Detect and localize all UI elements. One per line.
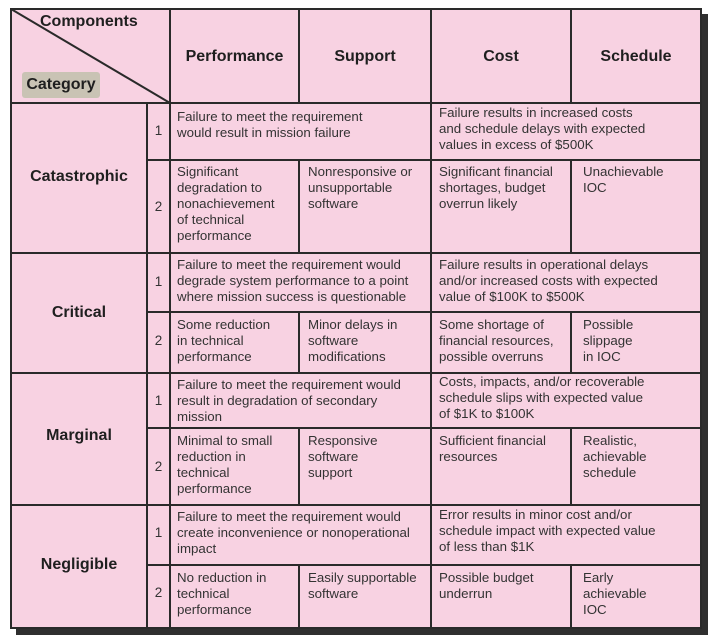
- cell-cost-schedule: Error results in minor cost and/or schedule impact with expected value of less than $1K: [439, 507, 656, 554]
- cell-performance-support: Failure to meet the requirement would result in mission failure: [177, 109, 363, 140]
- cell-performance-support: Failure to meet the requirement would create inconvenience or nonoperational impact: [177, 509, 410, 556]
- column-header-schedule: Schedule: [600, 48, 672, 65]
- category-catastrophic: Catastrophic: [30, 168, 128, 185]
- cell-cost: Significant financial shortages, budget overrun likely: [439, 164, 553, 211]
- cell-support: Easily supportable software: [308, 570, 417, 601]
- category-critical: Critical: [51, 304, 107, 321]
- cell-performance-support: Failure to meet the requirement would degrade system performance to a point where mission success is questionable: [177, 257, 409, 304]
- cell-cost: Possible budget underrun: [439, 570, 534, 601]
- cell-schedule: Realistic, achievable schedule: [583, 433, 647, 480]
- category-marginal: Marginal: [46, 427, 112, 444]
- level-number: 1: [154, 123, 163, 138]
- level-number: 2: [154, 459, 163, 474]
- cell-cost: Some shortage of financial resources, possible overruns: [439, 317, 554, 364]
- risk-impact-table: [10, 8, 702, 629]
- cell-cost-schedule: Failure results in increased costs and schedule delays with expected values in excess of $500K: [439, 105, 646, 152]
- components-header: Components: [40, 13, 138, 30]
- column-header-cost: Cost: [483, 48, 519, 65]
- category-badge: [22, 72, 100, 98]
- column-header-support: Support: [334, 48, 396, 65]
- cell-support: Nonresponsive or unsupportable software: [308, 164, 413, 211]
- level-number: 1: [154, 525, 163, 540]
- cell-schedule: Early achievable IOC: [583, 570, 647, 617]
- level-number: 1: [154, 274, 163, 289]
- category-header: Category: [26, 76, 96, 93]
- level-number: 2: [154, 585, 163, 600]
- cell-performance: Minimal to small reduction in technical performance: [177, 433, 273, 496]
- category-negligible: Negligible: [40, 556, 118, 573]
- cell-performance: Some reduction in technical performance: [177, 317, 271, 364]
- cell-cost: Sufficient financial resources: [439, 433, 546, 464]
- cell-support: Responsive software support: [308, 433, 378, 480]
- cell-cost-schedule: Costs, impacts, and/or recoverable schedule slips with expected value of $1K to $100K: [439, 374, 645, 421]
- column-header-performance: Performance: [185, 48, 284, 65]
- cell-support: Minor delays in software modifications: [308, 317, 398, 364]
- cell-performance: No reduction in technical performance: [177, 570, 267, 617]
- cell-performance: Significant degradation to nonachievement of technical performance: [177, 164, 275, 243]
- cell-performance-support: Failure to meet the requirement would result in degradation of secondary mission: [177, 377, 401, 424]
- level-number: 1: [154, 393, 163, 408]
- level-number: 2: [154, 199, 163, 214]
- cell-schedule: Possible slippage in IOC: [583, 317, 634, 364]
- cell-cost-schedule: Failure results in operational delays and/or increased costs with expected value of $100K to $500K: [439, 257, 658, 304]
- level-number: 2: [154, 333, 163, 348]
- cell-schedule: Unachievable IOC: [583, 164, 664, 195]
